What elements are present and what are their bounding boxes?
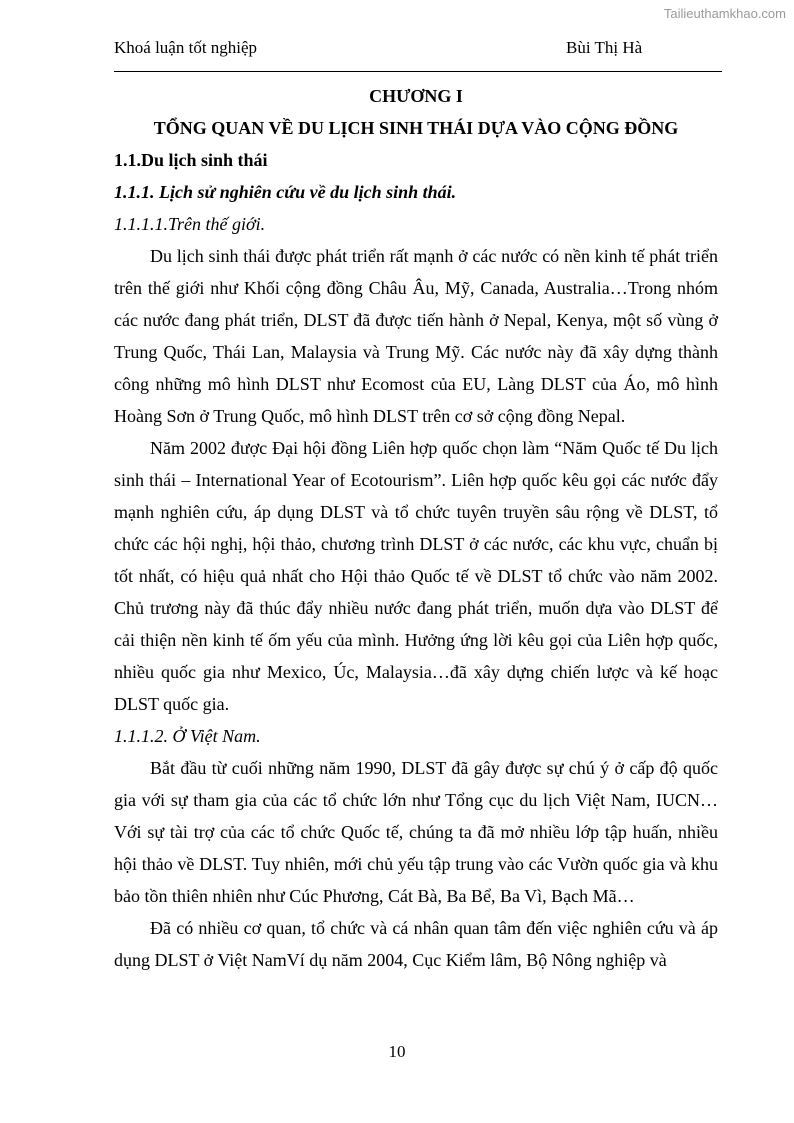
page-number: 10 bbox=[388, 1042, 406, 1061]
paragraph-world-ecotourism: Du lịch sinh thái được phát triển rất mạnh ở các nước có nền kinh tế phát triển trên thế giới như Khối cộng đồng Châu Âu, Mỹ, Canada, Australia…Trong nhóm các nước đang phát triển, DLST đã được tiến hành ở Nepal, Kenya, một số vùng ở Trung Quốc, Thái Lan, Malaysia và Trung Mỹ. Các nước này đã xây dựng thành công những mô hình DLST như Ecomost của EU, Làng DLST của Áo, mô hình Hoàng Sơn ở Trung Quốc, mô hình DLST trên cơ sở cộng đồng Nepal. bbox=[114, 246, 718, 426]
section-heading-1-1-1: 1.1.1. Lịch sử nghiên cứu về du lịch sinh thái. bbox=[114, 182, 457, 202]
section-heading-1-1: 1.1.Du lịch sinh thái bbox=[114, 150, 268, 170]
chapter-number: CHƯƠNG I bbox=[369, 86, 463, 106]
chapter-title: TỔNG QUAN VỀ DU LỊCH SINH THÁI DỰA VÀO CỘNG ĐỒNG bbox=[153, 118, 679, 138]
page-header bbox=[114, 38, 722, 62]
section-heading-1-1-1-1: 1.1.1.1.Trên thế giới. bbox=[114, 214, 266, 234]
section-heading-1-1-1-2: 1.1.1.2. Ở Việt Nam. bbox=[114, 726, 261, 746]
watermark: Tailieuthamkhao.com bbox=[663, 6, 786, 21]
document-body bbox=[114, 80, 718, 976]
header-rule bbox=[114, 71, 722, 72]
paragraph-vietnam-start: Bắt đầu từ cuối những năm 1990, DLST đã gây được sự chú ý ở cấp độ quốc gia với sự tham gia của các tổ chức lớn như Tổng cục du lịch Việt Nam, IUCN…Với sự tài trợ của các tổ chức Quốc tế, chúng ta đã mở nhiều lớp tập huấn, nhiều hội thảo về DLST. Tuy nhiên, mới chủ yếu tập trung vào các Vườn quốc gia và khu bảo tồn thiên nhiên như Cúc Phương, Cát Bà, Ba Bể, Ba Vì, Bạch Mã… bbox=[114, 758, 718, 906]
header-author: Bùi Thị Hà bbox=[566, 38, 643, 57]
paragraph-year-of-ecotourism: Năm 2002 được Đại hội đồng Liên hợp quốc chọn làm “Năm Quốc tế Du lịch sinh thái – International Year of Ecotourism”. Liên hợp quốc kêu gọi các nước đẩy mạnh nghiên cứu, áp dụng DLST và tổ chức tuyên truyền sâu rộng về DLST, tổ chức các hội nghị, hội thảo, chương trình DLST ở các nước, các khu vực, chuẩn bị tốt nhất, có hiệu quả nhất cho Hội thảo Quốc tế về DLST tổ chức vào năm 2002. Chủ trương này đã thúc đẩy nhiều nước đang phát triển, muốn dựa vào DLST để cải thiện nền kinh tế ốm yếu của mình. Hưởng ứng lời kêu gọi của Liên hợp quốc, nhiều quốc gia như Mexico, Úc, Malaysia…đã xây dựng chiến lược và kế hoạc DLST quốc gia. bbox=[114, 438, 718, 714]
paragraph-vietnam-organizations: Đã có nhiều cơ quan, tổ chức và cá nhân quan tâm đến việc nghiên cứu và áp dụng DLST ở Việt NamVí dụ năm 2004, Cục Kiểm lâm, Bộ Nông nghiệp và bbox=[114, 918, 718, 970]
header-thesis-label: Khoá luận tốt nghiệp bbox=[114, 38, 258, 57]
